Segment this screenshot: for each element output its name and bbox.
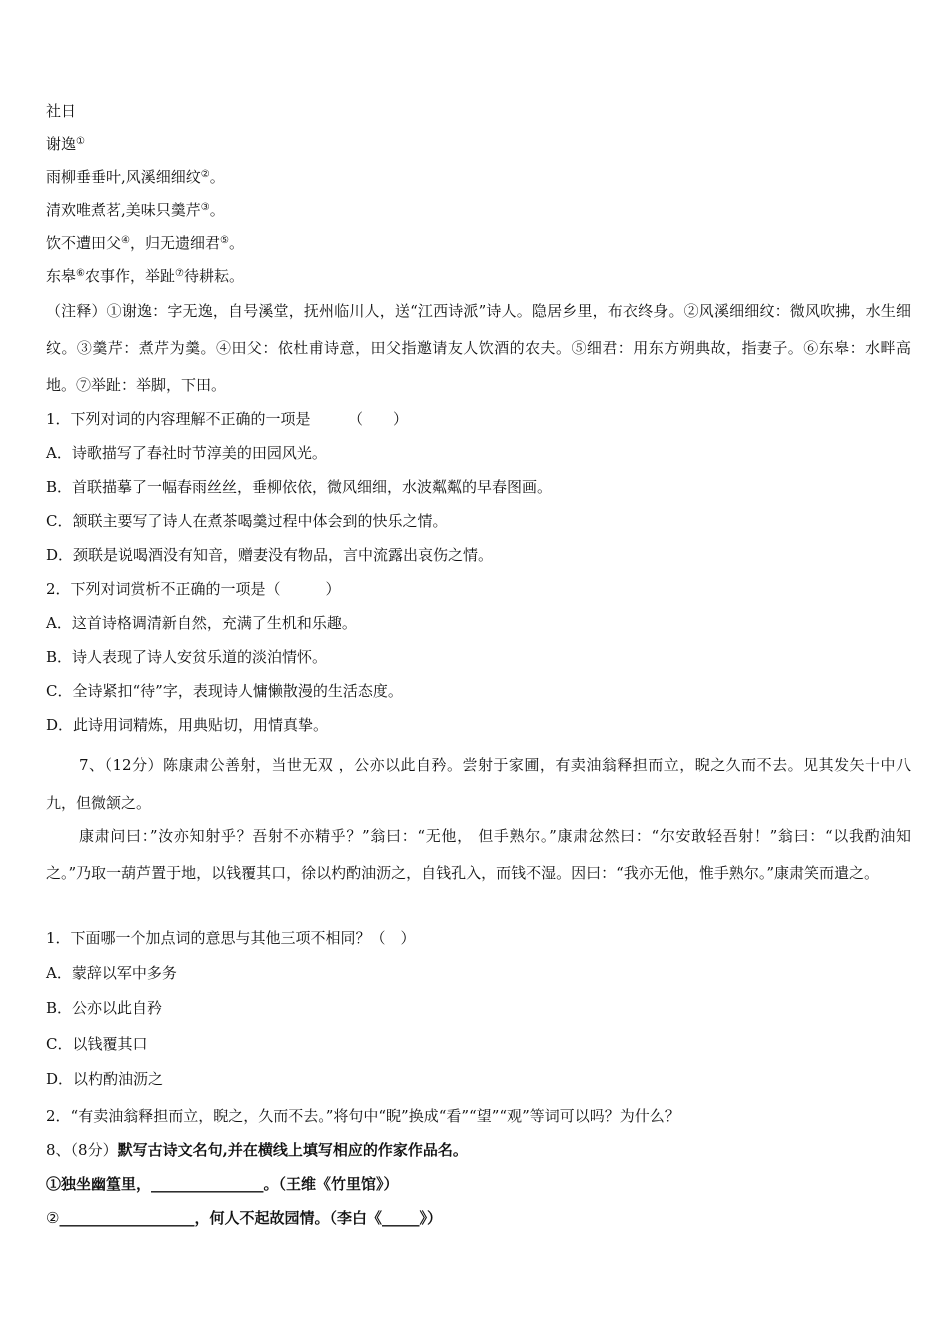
footnote-mark: ⑥ [76,268,85,279]
q1-option-c: C．颔联主要写了诗人在煮茶喝羹过程中体会到的快乐之情。 [46,512,448,530]
footnote-mark: ③ [200,202,210,213]
poem-author [46,134,911,154]
q7-sub1-stem: 1．下面哪一个加点词的意思与其他三项不相同？（ ） [46,929,416,947]
q8-prefix: 8、（8分） [46,1141,118,1159]
q7-sub1-option-a: A．蒙辞以军中多务 [46,964,177,982]
footnote-mark: ④ [121,235,130,246]
q2-option-a: A．这首诗格调清新自然，充满了生机和乐趣。 [46,614,357,632]
footnote-mark: ⑦ [175,268,184,279]
poem-line-4: 东皋⑥农事作，举趾⑦待耕耘。 [46,267,244,285]
q1-option-d: D．颈联是说喝酒没有知音，赠妻没有物品，言中流露出哀伤之情。 [46,546,494,564]
q7-sub1-option-b: B．公亦以此自矜 [46,999,163,1017]
q7-sub1-option-d: D．以杓酌油沥之 [46,1070,164,1088]
q8-item-2 [46,1208,911,1228]
q7-sub2: 2．“有卖油翁释担而立，睨之，久而不去。”将句中“睨”换成“看”“望”“观”等词可以吗？为什么？ [46,1107,680,1125]
footnote-mark: ② [200,169,210,180]
poem-line-3: 饮不遭田父④，归无遗细君⑤。 [46,234,244,252]
q2-stem: 2．下列对词赏析不正确的一项是（ ） [46,580,341,598]
q7-passage-para-1: 7、（12分）陈康肃公善射，当世无双 ，公亦以此自矜。尝射于家圃，有卖油翁释担而立，睨之久而不去。见其发矢十中八九，但微颔之。 [46,756,911,812]
q1-option-a: A．诗歌描写了春社时节淳美的田园风光。 [46,444,327,462]
q1-option-b: B．首联描摹了一幅春雨丝丝，垂柳依依，微风细细，水波粼粼的早春图画。 [46,478,553,496]
footnote-mark: ⑤ [220,235,229,246]
q7-sub1-option-c: C．以钱覆其口 [46,1035,148,1053]
q8-heading [46,1140,911,1160]
q8-item-2-text: __________________，何人不起故园情。（李白《_____》） [59,1209,442,1227]
poem-annotation: （注释）①谢逸：字无逸，自号溪堂，抚州临川人，送“江西诗派”诗人。隐居乡里，布衣终身。②风溪细细纹：微风吹拂，水生细纹。③羹芹：煮芹为羹。④田父：依杜甫诗意，田父指邀请友人饮酒的农夫。⑤细君：用东方朔典故，指妻子。⑥东皋：水畔高地。⑦举趾：举脚，下田。 [46,302,911,394]
q8-item-1: ①独坐幽篁里，_______________。（王维《竹里馆》） [46,1175,399,1193]
q1-stem: 1．下列对词的内容理解不正确的一项是 （ ） [46,410,409,428]
q2-option-c: C．全诗紧扣“待”字，表现诗人慵懒散漫的生活态度。 [46,682,403,700]
poem-author-name: 谢逸 [46,135,77,153]
q8-item-2-number: ② [46,1209,60,1227]
poem-line-1: 雨柳垂垂叶,风溪细细纹②。 [46,168,225,186]
poem-line-2: 清欢唯煮茗,美味只羹芹③。 [46,201,225,219]
q2-option-d: D．此诗用词精炼，用典贴切，用情真挚。 [46,716,329,734]
q7-passage-para-2: 康肃问曰：”汝亦知射乎？吾射不亦精乎？”翁曰：“无他， 但手熟尔。”康肃忿然曰：“尔安敢轻吾射！”翁曰：“以我酌油知之。”乃取一葫芦置于地，以钱覆其口，徐以杓酌油沥之，自钱孔入，而钱不湿。因曰：“我亦无他，惟手熟尔。”康肃笑而遣之。 [46,827,911,882]
poem-title: 社日 [46,102,77,120]
q8-instruction: 默写古诗文名句,并在横线上填写相应的作家作品名。 [117,1141,468,1159]
footnote-mark: ① [76,136,85,147]
q2-option-b: B．诗人表现了诗人安贫乐道的淡泊情怀。 [46,648,328,666]
